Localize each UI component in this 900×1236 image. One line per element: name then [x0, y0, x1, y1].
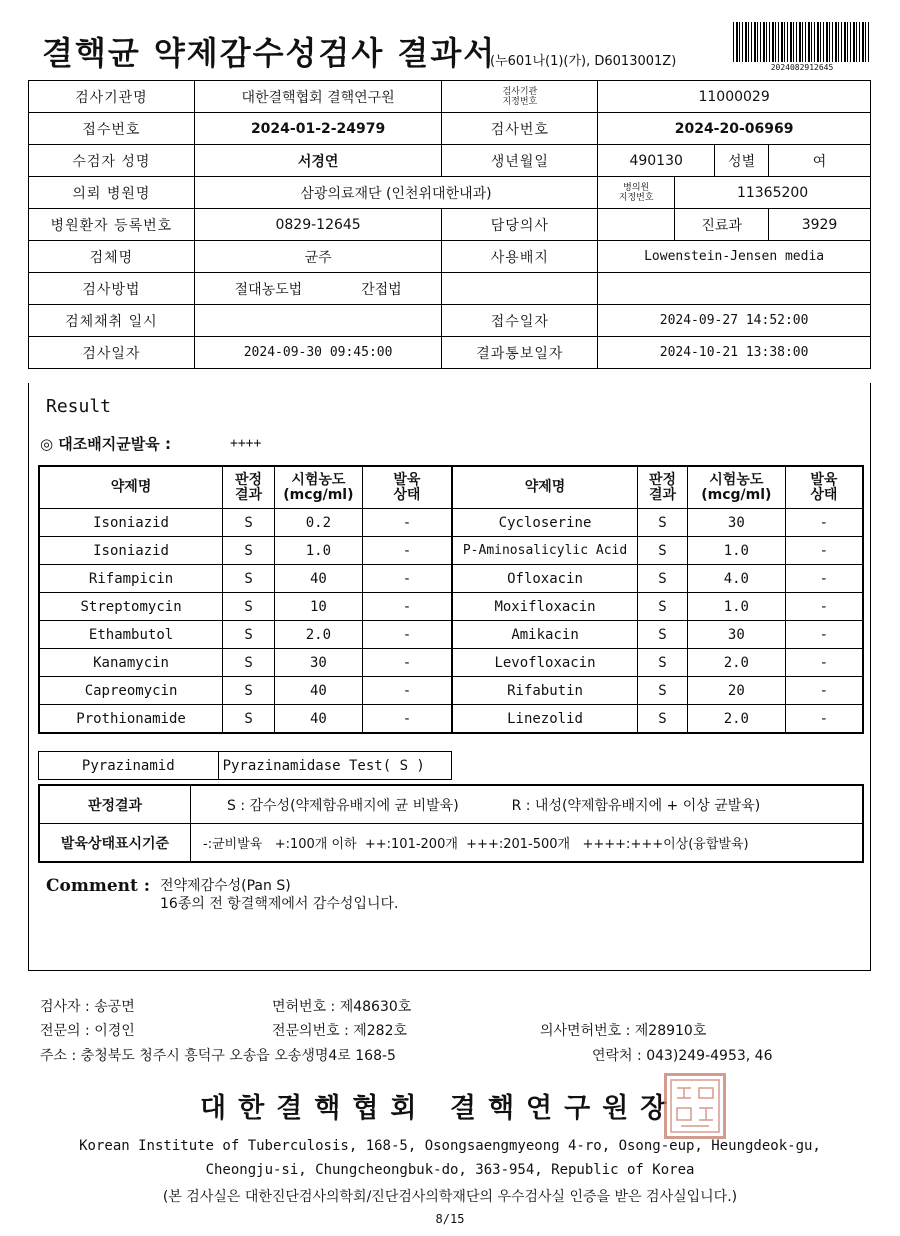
comment-line-1: 전약제감수성(Pan S) [160, 878, 291, 894]
right-judge-cell: S [638, 509, 688, 537]
dob-value: 490130 [598, 145, 715, 177]
header-judge [223, 466, 275, 509]
received-value: 2024-09-27 14:52:00 [598, 305, 871, 337]
right-judge-cell: S [638, 565, 688, 593]
document-title: 결핵균 약제감수성검사 결과서 [42, 34, 497, 72]
official-seal [664, 1073, 726, 1139]
test-no-label: 검사번호 [442, 113, 598, 145]
inst-label: 검사기관명 [29, 81, 195, 113]
growth-legend-text: -:균비발육 +:100개 이하 ++:101-200개 +++:201-500개 ++++:+++이상(융합발육) [191, 824, 864, 863]
doctor-value [598, 209, 675, 241]
dept-label: 진료과 [675, 209, 769, 241]
left-growth-cell: - [362, 649, 452, 677]
right-drug-cell: P-Aminosalicylic Acid [452, 537, 638, 565]
medium-value: Lowenstein-Jensen media [598, 241, 871, 273]
seal-pattern-icon [667, 1076, 723, 1136]
method-empty [442, 273, 598, 305]
right-conc-cell: 1.0 [687, 593, 785, 621]
left-judge-cell: S [223, 705, 275, 734]
report-value: 2024-10-21 13:38:00 [598, 337, 871, 369]
comment-line-2: 16종의 전 항결핵제에서 감수성입니다. [160, 896, 399, 912]
certification-note: (본 검사실은 대한진단검사의학회/진단검사의학재단의 우수검사실 인증을 받은 검사실입니다.) [162, 1189, 738, 1205]
header-drug: 약제명 [39, 466, 223, 509]
header-growth-right [785, 466, 863, 509]
table-row [39, 537, 863, 565]
table-row [39, 705, 863, 734]
legend-table [38, 784, 864, 863]
doctor-license: 의사면허번호 : 제28910호 [540, 1023, 707, 1039]
right-drug-cell: Linezolid [452, 705, 638, 734]
left-judge-cell: S [223, 509, 275, 537]
report-label: 결과통보일자 [442, 337, 598, 369]
left-conc-cell: 40 [274, 677, 362, 705]
header-conc-1: 시험농도 [291, 471, 346, 488]
left-judge-cell: S [223, 593, 275, 621]
receipt-value: 2024-01-2-24979 [194, 113, 442, 145]
barcode-number: 2024082912645 [770, 63, 834, 72]
patient-no-label: 병원환자 등록번호 [29, 209, 195, 241]
left-conc-cell: 30 [274, 649, 362, 677]
table-row [39, 649, 863, 677]
left-growth-cell: - [362, 565, 452, 593]
left-growth-cell: - [362, 677, 452, 705]
left-conc-cell: 40 [274, 705, 362, 734]
test-no-value: 2024-20-06969 [598, 113, 871, 145]
left-conc-cell: 10 [274, 593, 362, 621]
right-drug-cell: Rifabutin [452, 677, 638, 705]
inst-value: 대한결핵협회 결핵연구원 [194, 81, 442, 113]
doctor-label: 담당의사 [442, 209, 598, 241]
contact: 연락처 : 043)249-4953, 46 [592, 1048, 773, 1064]
hosp-no-label [598, 177, 675, 209]
institute-director: 대한결핵협회 결핵연구원장 [200, 1093, 679, 1124]
pyrazinamide-table [38, 751, 452, 780]
barcode [733, 22, 871, 62]
header-growth-right-2: 상태 [810, 486, 838, 503]
test-date-label: 검사일자 [29, 337, 195, 369]
inst-no-label [442, 81, 598, 113]
susceptibility-table [38, 465, 864, 734]
patient-no-value: 0829-12645 [194, 209, 442, 241]
sex-label: 성별 [715, 145, 769, 177]
judge-r: R : 내성(약제함유배지에 + 이상 균발육) [511, 797, 761, 814]
left-drug-cell: Ethambutol [39, 621, 223, 649]
right-growth-cell: - [785, 509, 863, 537]
dept-value: 3929 [769, 209, 871, 241]
right-growth-cell: - [785, 649, 863, 677]
page-number: 8/15 [435, 1212, 465, 1226]
form-code: (누601나(1)(가), D6013001Z) [490, 54, 677, 69]
control-value: ++++ [230, 436, 262, 451]
right-growth-cell: - [785, 565, 863, 593]
right-growth-cell: - [785, 537, 863, 565]
table-row [39, 621, 863, 649]
right-judge-cell: S [638, 649, 688, 677]
english-address-1: Korean Institute of Tuberculosis, 168-5, Osongsaengmyeong 4-ro, Osong-eup, Heungdeok-gu, [79, 1138, 821, 1154]
header-growth-2: 상태 [393, 486, 421, 503]
address: 주소 : 충청북도 청주시 흥덕구 오송읍 오송생명4로 168-5 [40, 1048, 396, 1064]
right-growth-cell: - [785, 593, 863, 621]
left-drug-cell: Streptomycin [39, 593, 223, 621]
table-row [39, 677, 863, 705]
left-judge-cell: S [223, 677, 275, 705]
left-drug-cell: Isoniazid [39, 509, 223, 537]
pza-label: Pyrazinamid [39, 752, 219, 780]
specialist-license: 전문의번호 : 제282호 [272, 1023, 408, 1039]
left-conc-cell: 1.0 [274, 537, 362, 565]
header-judge-1: 판정 [235, 471, 263, 488]
right-conc-cell: 20 [687, 677, 785, 705]
specimen-label: 검체명 [29, 241, 195, 273]
specimen-value: 균주 [194, 241, 442, 273]
left-drug-cell: Isoniazid [39, 537, 223, 565]
right-drug-cell: Levofloxacin [452, 649, 638, 677]
medium-label: 사용배지 [442, 241, 598, 273]
left-growth-cell: - [362, 509, 452, 537]
test-date-value: 2024-09-30 09:45:00 [194, 337, 442, 369]
dob-label: 생년월일 [442, 145, 598, 177]
right-conc-cell: 2.0 [687, 649, 785, 677]
examiner-license: 면허번호 : 제48630호 [272, 999, 412, 1015]
drug-rows [39, 509, 863, 734]
name-value: 서경연 [194, 145, 442, 177]
right-judge-cell: S [638, 705, 688, 734]
left-growth-cell: - [362, 705, 452, 734]
left-drug-cell: Capreomycin [39, 677, 223, 705]
inst-no-label-1: 검사기관 [502, 86, 538, 97]
right-conc-cell: 30 [687, 509, 785, 537]
header-conc-right-1: 시험농도 [709, 471, 764, 488]
judge-label: 판정결과 [39, 785, 191, 824]
left-drug-cell: Kanamycin [39, 649, 223, 677]
left-drug-cell: Prothionamide [39, 705, 223, 734]
right-conc-cell: 2.0 [687, 705, 785, 734]
right-drug-cell: Amikacin [452, 621, 638, 649]
right-drug-cell: Ofloxacin [452, 565, 638, 593]
header-conc-right [687, 466, 785, 509]
header-conc [274, 466, 362, 509]
growth-legend-label: 발육상태표시기준 [39, 824, 191, 863]
left-judge-cell: S [223, 621, 275, 649]
judge-text [191, 785, 864, 824]
left-drug-cell: Rifampicin [39, 565, 223, 593]
hosp-no-label-2: 지정번호 [618, 192, 654, 203]
left-conc-cell: 40 [274, 565, 362, 593]
header-growth-1: 발육 [393, 471, 421, 488]
result-title: Result [46, 396, 112, 417]
hosp-no-label-1: 병의원 [623, 182, 650, 193]
sex-value: 여 [769, 145, 871, 177]
left-judge-cell: S [223, 565, 275, 593]
header-growth [362, 466, 452, 509]
info-table [28, 80, 871, 369]
right-growth-cell: - [785, 705, 863, 734]
table-row [39, 509, 863, 537]
left-conc-cell: 0.2 [274, 509, 362, 537]
header-growth-right-1: 발육 [810, 471, 838, 488]
collect-value [194, 305, 442, 337]
right-conc-cell: 4.0 [687, 565, 785, 593]
right-conc-cell: 30 [687, 621, 785, 649]
table-row [39, 593, 863, 621]
header-judge-right [638, 466, 688, 509]
left-growth-cell: - [362, 621, 452, 649]
right-judge-cell: S [638, 537, 688, 565]
left-judge-cell: S [223, 537, 275, 565]
english-address-2: Cheongju-si, Chungcheongbuk-do, 363-954, Republic of Korea [205, 1162, 695, 1178]
right-judge-cell: S [638, 593, 688, 621]
pza-value: Pyrazinamidase Test( S ) [218, 752, 451, 780]
right-growth-cell: - [785, 621, 863, 649]
hosp-value: 삼광의료재단 (인천위대한내과) [194, 177, 597, 209]
judge-s: S : 감수성(약제함유배지에 균 비발육) [227, 797, 459, 814]
right-judge-cell: S [638, 677, 688, 705]
left-judge-cell: S [223, 649, 275, 677]
header-judge-right-1: 판정 [648, 471, 677, 488]
header-judge-right-2: 결과 [648, 486, 677, 503]
method-value-2: 간접법 [361, 281, 402, 298]
method-empty-2 [598, 273, 871, 305]
control-label: ◎ 대조배지균발육 : [40, 435, 171, 453]
specialist: 전문의 : 이경인 [40, 1023, 135, 1039]
hosp-no-value: 11365200 [675, 177, 871, 209]
method-value-1: 절대농도법 [234, 281, 303, 298]
receipt-label: 접수번호 [29, 113, 195, 145]
hosp-label: 의뢰 병원명 [29, 177, 195, 209]
header-conc-2: (mcg/ml) [283, 486, 354, 503]
right-drug-cell: Cycloserine [452, 509, 638, 537]
received-label: 접수일자 [442, 305, 598, 337]
inst-no-value: 11000029 [598, 81, 871, 113]
comment-label: Comment : [46, 876, 151, 896]
header-drug-right: 약제명 [452, 466, 638, 509]
right-drug-cell: Moxifloxacin [452, 593, 638, 621]
left-growth-cell: - [362, 593, 452, 621]
table-row [39, 565, 863, 593]
inst-no-label-2: 지정번호 [502, 96, 538, 107]
header-conc-right-2: (mcg/ml) [701, 486, 772, 503]
right-growth-cell: - [785, 677, 863, 705]
left-conc-cell: 2.0 [274, 621, 362, 649]
name-label: 수검자 성명 [29, 145, 195, 177]
right-judge-cell: S [638, 621, 688, 649]
method-value [194, 273, 442, 305]
right-conc-cell: 1.0 [687, 537, 785, 565]
examiner: 검사자 : 송공면 [40, 999, 135, 1015]
left-growth-cell: - [362, 537, 452, 565]
collect-label: 검체채취 일시 [29, 305, 195, 337]
header-judge-2: 결과 [235, 486, 263, 503]
method-label: 검사방법 [29, 273, 195, 305]
